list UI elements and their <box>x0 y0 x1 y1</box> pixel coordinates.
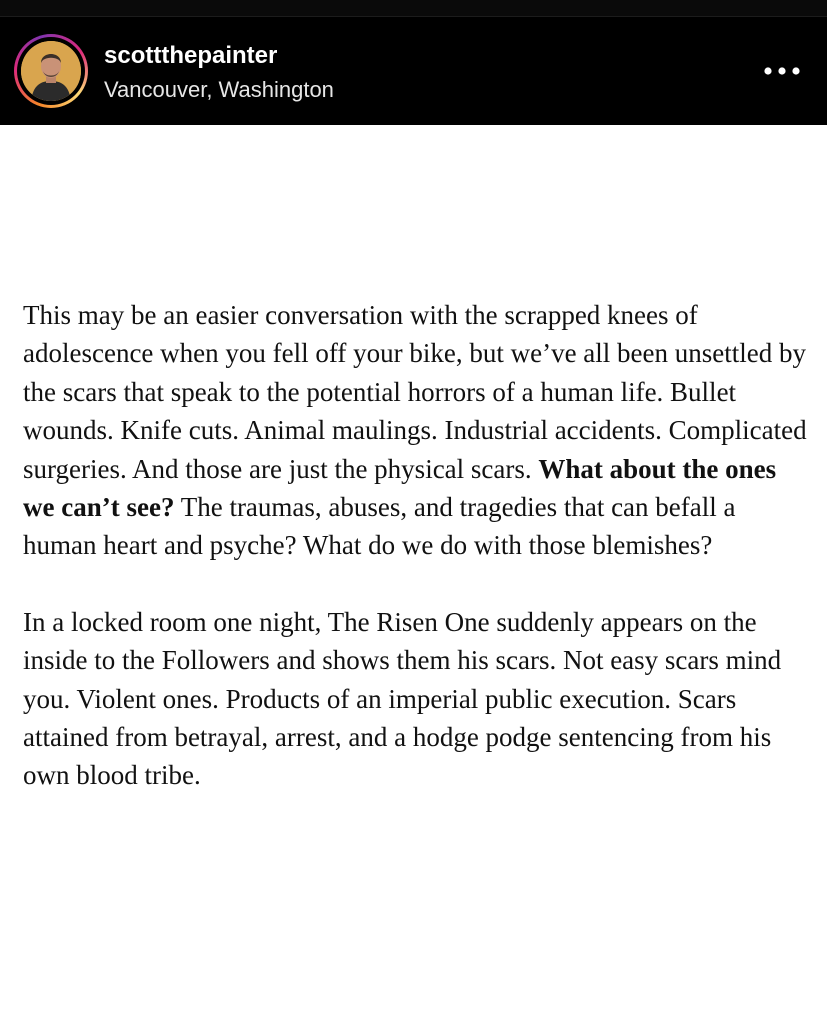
paragraph-1-end: The traumas, abuses, and tragedies that can befall a human heart and psyche? What do we do with those blemishes? <box>23 492 736 561</box>
post-image[interactable] <box>0 125 827 1023</box>
more-options-button[interactable] <box>760 56 804 86</box>
more-horizontal-icon <box>760 56 804 86</box>
location-link[interactable]: Vancouver, Washington <box>104 77 334 102</box>
avatar-gap <box>17 37 85 105</box>
paragraph-gap <box>23 565 813 603</box>
post-text <box>23 296 813 795</box>
paragraph-1-bold: What about the ones we can’t see? <box>23 453 777 523</box>
post-header <box>0 0 827 125</box>
avatar[interactable] <box>21 41 81 101</box>
story-ring[interactable] <box>14 34 88 108</box>
avatar-portrait-icon <box>21 41 81 101</box>
paragraph-1 <box>23 296 813 565</box>
paragraph-2: In a locked room one night, The Risen One suddenly appears on the inside to the Followers and shows them his scars. Not easy scars mind you. Violent ones. Products of an imperial public execution. Scars attained from betrayal, arrest, and a hodge podge sentencing from his own blood tribe. <box>23 606 782 791</box>
username[interactable]: scottthepainter <box>104 42 278 69</box>
top-strip <box>0 0 827 17</box>
paragraph-1-start: This may be an easier conversation with the scrapped knees of adolescence when you fell off your bike, but we’ve all been unsettled by the scars that speak to the potential horrors of a human life. Bullet wounds. Knife cuts. Animal maulings. Industrial accidents. Complicated surgeries. And those are just the physical scars. <box>23 300 807 484</box>
